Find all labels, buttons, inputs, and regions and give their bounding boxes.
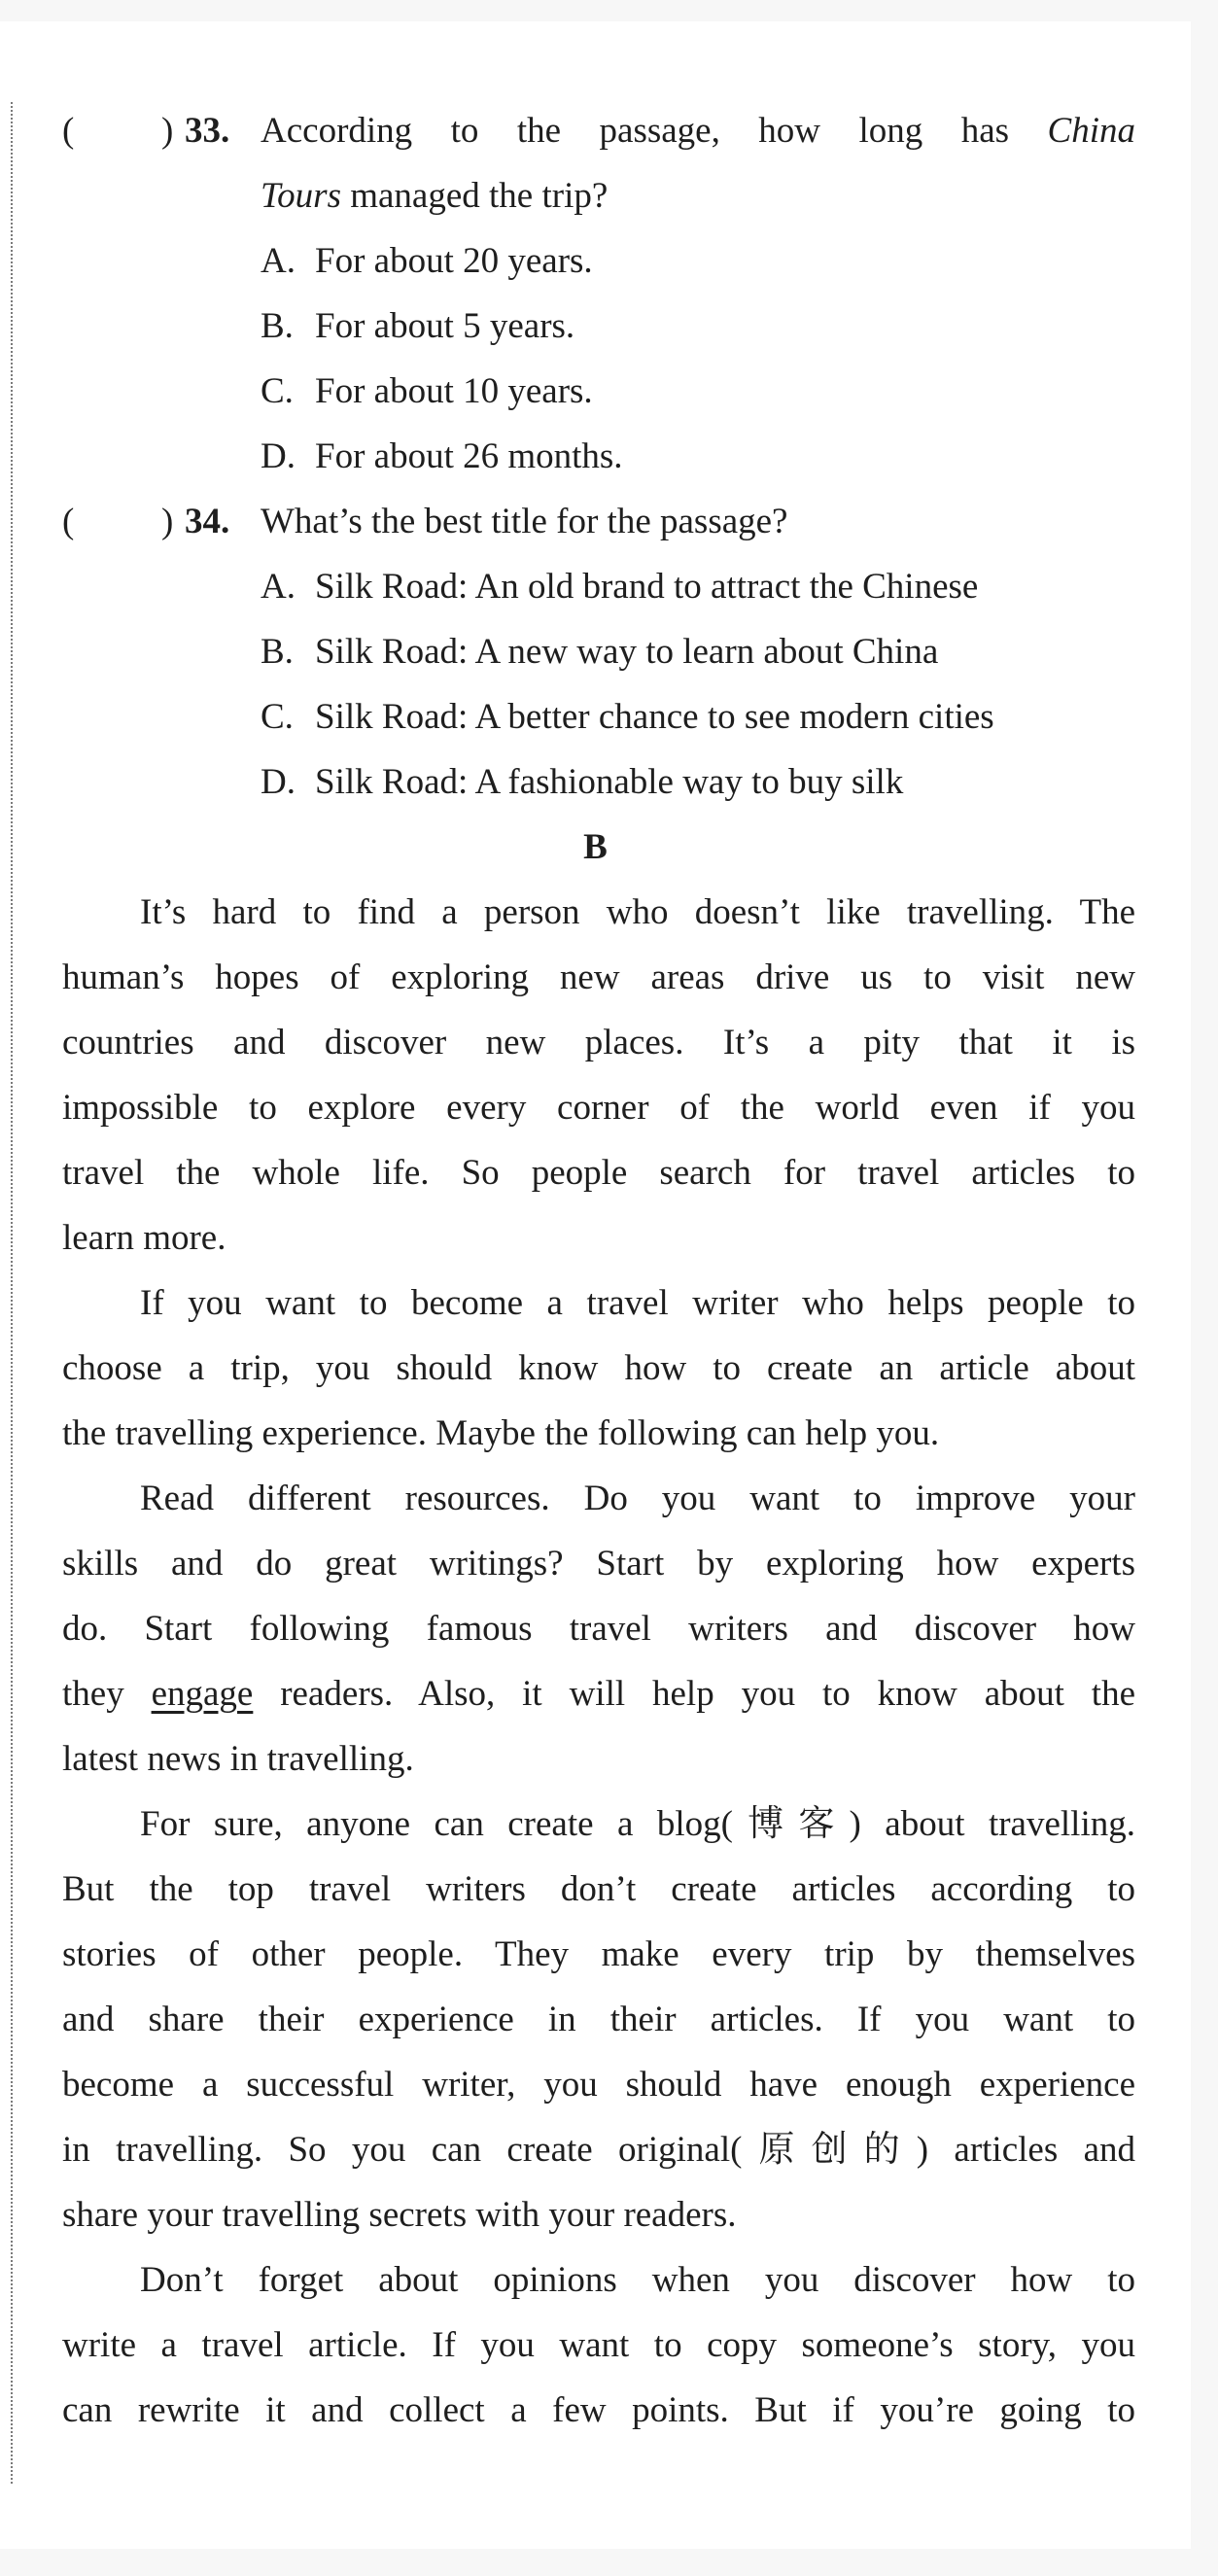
passage-line: in travelling. So you can create original(原创的) articles and: [62, 2130, 1135, 2170]
passage-line: It’s hard to find a person who doesn’t like travelling. The: [140, 892, 1135, 932]
passage-line: choose a trip, you should know how to create an article about: [62, 1348, 1135, 1388]
option-letter: D.: [261, 436, 296, 476]
binding-margin-rule: [11, 102, 13, 2484]
question-text-italic: China: [1047, 111, 1135, 151]
option-letter: A.: [261, 567, 296, 607]
section-heading: B: [583, 827, 608, 867]
option-letter: D.: [261, 762, 296, 802]
passage-line: share your travelling secrets with your readers.: [62, 2195, 737, 2235]
option-letter: C.: [261, 371, 294, 411]
passage-line: become a successful writer, you should have enough experience: [62, 2065, 1135, 2105]
passage-line: travel the whole life. So people search for travel articles to: [62, 1153, 1135, 1193]
question-text: What’s the best title for the passage?: [261, 502, 788, 541]
option-33-a[interactable]: [261, 238, 593, 285]
passage-line: If you want to become a travel writer who helps people to: [140, 1283, 1135, 1323]
question-text-part: According to the passage, how long has: [261, 111, 1048, 151]
question-number: 34.: [185, 502, 230, 541]
option-text: Silk Road: A better chance to see modern cities: [315, 697, 994, 737]
passage-line: Read different resources. Do you want to improve your: [140, 1479, 1135, 1518]
option-letter: C.: [261, 697, 294, 737]
option-text: For about 10 years.: [315, 371, 593, 411]
option-text: Silk Road: A fashionable way to buy silk: [315, 762, 904, 802]
passage-line: the travelling experience. Maybe the following can help you.: [62, 1413, 940, 1453]
answer-blank-close: ): [161, 502, 174, 541]
option-34-c[interactable]: [261, 694, 994, 741]
passage-line: Don’t forget about opinions when you discover how to: [140, 2260, 1135, 2300]
passage-line: For sure, anyone can create a blog(博客) about travelling.: [140, 1804, 1135, 1844]
passage-line: But the top travel writers don’t create articles according to: [62, 1869, 1135, 1909]
passage-line: write a travel article. If you want to copy someone’s story, you: [62, 2325, 1135, 2365]
underlined-word: engage: [151, 1674, 254, 1714]
passage-line: stories of other people. They make every trip by themselves: [62, 1934, 1135, 1974]
question-text-part: managed the trip?: [340, 176, 609, 216]
option-letter: B.: [261, 632, 294, 672]
question-text-continued: [261, 173, 608, 220]
option-34-b[interactable]: [261, 629, 938, 676]
option-33-c[interactable]: [261, 368, 593, 415]
option-text: For about 20 years.: [315, 241, 593, 281]
question-text-italic: Tours: [261, 176, 341, 216]
passage-line: human’s hopes of exploring new areas drive us to visit new: [62, 957, 1135, 997]
option-34-d[interactable]: [261, 759, 903, 806]
passage-line: countries and discover new places. It’s a pity that it is: [62, 1023, 1135, 1062]
question-number: 33.: [185, 111, 230, 151]
option-33-d[interactable]: [261, 434, 623, 480]
passage-text: they: [62, 1674, 152, 1714]
option-33-b[interactable]: [261, 303, 574, 350]
option-letter: A.: [261, 241, 296, 281]
passage-line: latest news in travelling.: [62, 1739, 414, 1779]
passage-line: can rewrite it and collect a few points. But if you’re going to: [62, 2390, 1135, 2430]
passage-line: skills and do great writings? Start by exploring how experts: [62, 1544, 1135, 1584]
option-text: For about 26 months.: [315, 436, 623, 476]
question-text: [261, 108, 1135, 155]
passage-line: do. Start following famous travel writers and discover how: [62, 1609, 1135, 1649]
passage-line: and share their experience in their articles. If you want to: [62, 2000, 1135, 2039]
passage-line: impossible to explore every corner of the world even if you: [62, 1088, 1135, 1128]
option-text: For about 5 years.: [315, 306, 575, 346]
answer-blank-close: ): [161, 111, 174, 151]
option-letter: B.: [261, 306, 294, 346]
passage-text: readers. Also, it will help you to know about the: [253, 1674, 1135, 1714]
passage-line: learn more.: [62, 1218, 226, 1258]
answer-blank-open: (: [62, 111, 75, 151]
option-text: Silk Road: An old brand to attract the Chinese: [315, 567, 979, 607]
answer-blank-open: (: [62, 502, 75, 541]
option-text: Silk Road: A new way to learn about China: [315, 632, 939, 672]
passage-line: [62, 1671, 1135, 1718]
option-34-a[interactable]: [261, 564, 978, 610]
